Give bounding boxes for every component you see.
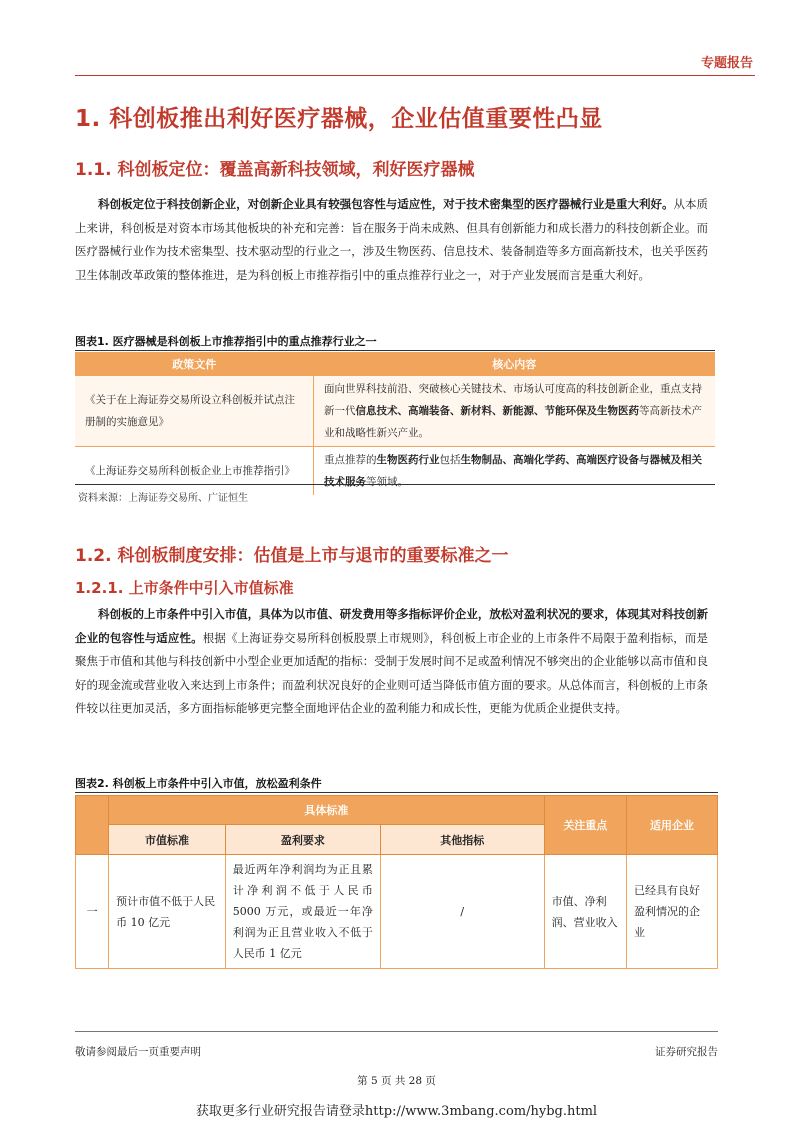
policy-doc-header: 政策文件 bbox=[75, 352, 314, 376]
criteria-group-header: 具体标准 bbox=[109, 796, 544, 825]
report-type-label: 专题报告 bbox=[700, 56, 753, 71]
market-cap-cell: 预计市值不低于人民币 10 亿元 bbox=[109, 855, 226, 969]
promo-link[interactable]: 获取更多行业研究报告请登录http://www.3mbang.com/hybg.html bbox=[195, 1104, 598, 1119]
listing-criteria-table bbox=[75, 795, 718, 969]
market-cap-header: 市值标准 bbox=[109, 825, 226, 855]
figure-1-title: 图表1. 医疗器械是科创板上市推荐指引中的重点推荐行业之一 bbox=[75, 335, 377, 348]
figure-1-rule bbox=[75, 350, 715, 351]
content-highlight: 生物医药行业 bbox=[376, 454, 440, 466]
section-1-1-lead: 科创板定位于科技创新企业，对创新企业具有较强包容性与适应性，对于技术密集型的医疗器械行业是重大利好。 bbox=[98, 197, 674, 211]
section-1-title: 1. 科创板推出利好医疗器械，企业估值重要性凸显 bbox=[75, 106, 603, 132]
report-category: 证券研究报告 bbox=[655, 1046, 718, 1058]
disclaimer-note: 敬请参阅最后一页重要声明 bbox=[75, 1046, 201, 1058]
section-1-2-1-paragraph bbox=[75, 603, 708, 721]
header-divider bbox=[75, 75, 755, 76]
policy-table bbox=[75, 352, 715, 495]
content-text: 重点推荐的 bbox=[324, 454, 377, 466]
profit-header: 盈利要求 bbox=[225, 825, 380, 855]
row-index: 一 bbox=[76, 855, 109, 969]
section-1-1-body: 从本质上来讲，科创板是对资本市场其他板块的补充和完善：旨在服务于尚未成熟、但具有创新能力和成长潜力的科技创新企业。而医疗器械行业作为技术密集型、技术驱动型的行业之一，涉及生物医药、信息技术、装备制造等多方面高新技术，也关乎医药卫生体制改革政策的整体推进，是为科创板上市推荐指引中的重点推荐行业之一，对于产业发展而言是重大利好。 bbox=[75, 197, 709, 282]
content-text: 包括 bbox=[439, 454, 461, 466]
core-content-cell bbox=[314, 376, 716, 447]
section-1-2-1-body: 根据《上海证券交易所科创板股票上市规则》，科创板上市企业的上市条件不局限于盈利指标，而是聚焦于市值和其他与科技创新中小型企业更加适配的指标：受制于发展时间不足或盈利情况不够突出的企业能够以高市值和良好的现金流或营业收入来达到上市条件；而盈利状况良好的企业则可适当降低市值方面的要求。从总体而言，科创板的上市条件较以往更加灵活，多方面指标能够更完整全面地评估企业的盈利能力和成长性，更能为优质企业提供支持。 bbox=[75, 630, 709, 715]
focus-header: 关注重点 bbox=[544, 796, 626, 855]
table-row bbox=[75, 447, 715, 496]
content-highlight: 信息技术、高端装备、新材料、新能源、节能环保及生物医药 bbox=[355, 405, 639, 417]
section-1-2-1-title: 1.2.1. 上市条件中引入市值标准 bbox=[75, 579, 294, 597]
content-highlight: 生物制品、高端化学药、高端医疗设备与器械及相关技术服务 bbox=[324, 454, 702, 488]
index-header bbox=[76, 796, 109, 855]
fit-cell: 已经具有良好盈利情况的企业 bbox=[627, 855, 718, 969]
profit-cell: 最近两年净利润均为正且累计净利润不低于人民币 5000 万元，或最近一年净利润为正且营业收入不低于人民币 1 亿元 bbox=[225, 855, 380, 969]
fit-header: 适用企业 bbox=[627, 796, 718, 855]
listing-table-header bbox=[76, 796, 718, 825]
footer-divider bbox=[75, 1031, 718, 1032]
figure-2-title: 图表2. 科创板上市条件中引入市值，放松盈利条件 bbox=[75, 777, 322, 790]
figure-1-source: 资料来源：上海证券交易所、广证恒生 bbox=[78, 493, 248, 504]
policy-table-header bbox=[75, 352, 715, 376]
figure-2-rule bbox=[75, 792, 718, 793]
other-cell: / bbox=[380, 855, 544, 969]
content-text: 等高新技术产业和战略性新兴产业。 bbox=[324, 405, 702, 439]
section-1-1-title: 1.1. 科创板定位：覆盖高新科技领域，利好医疗器械 bbox=[75, 160, 475, 180]
section-1-2-1-lead: 科创板的上市条件中引入市值，具体为以市值、研发费用等多指标评价企业，放松对盈利状况的要求，体现其对科技创新企业的包容性与适应性。 bbox=[75, 607, 708, 645]
core-content-header: 核心内容 bbox=[314, 352, 716, 376]
content-text: 面向世界科技前沿、突破核心关键技术、市场认可度高的科技创新企业，重点支持新一代 bbox=[324, 383, 702, 417]
table-row bbox=[75, 376, 715, 447]
page-number: 第 5 页 共 28 页 bbox=[357, 1075, 436, 1087]
core-content-cell bbox=[314, 447, 716, 496]
policy-doc-cell: 《关于在上海证券交易所设立科创板并试点注册制的实施意见》 bbox=[75, 376, 314, 447]
other-header: 其他指标 bbox=[380, 825, 544, 855]
policy-doc-cell: 《上海证券交易所科创板企业上市推荐指引》 bbox=[75, 447, 314, 496]
table-row bbox=[76, 855, 718, 969]
focus-cell: 市值、净利润、营业收入 bbox=[544, 855, 626, 969]
figure-1-bottom-rule bbox=[75, 484, 715, 485]
content-text: 等领域。 bbox=[366, 476, 408, 488]
section-1-2-title: 1.2. 科创板制度安排：估值是上市与退市的重要标准之一 bbox=[75, 546, 509, 566]
section-1-1-paragraph bbox=[75, 193, 708, 287]
